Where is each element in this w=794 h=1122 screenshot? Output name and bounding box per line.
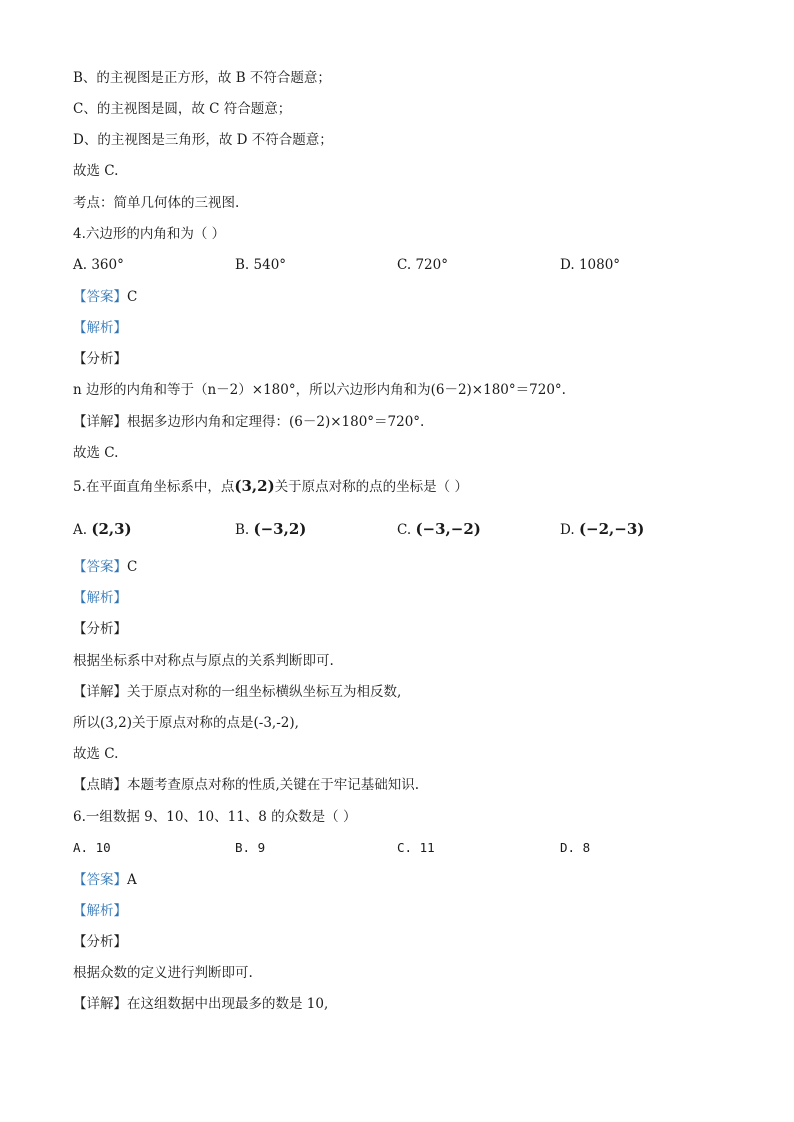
solution-choice: 故选 C. bbox=[73, 163, 119, 179]
q5-fenxi-tag: 【分析】 bbox=[73, 621, 127, 637]
q5-fenxi-text: 根据坐标系中对称点与原点的关系判断即可. bbox=[73, 653, 334, 669]
question-4: 4.六边形的内角和为（ ） bbox=[73, 226, 226, 242]
q5-option-d: D. (−2,−3) bbox=[560, 520, 645, 538]
q6-option-c: C. 11 bbox=[397, 840, 435, 855]
q4-option-d: D. 1080° bbox=[560, 257, 621, 273]
q6-answer: 【答案】A bbox=[73, 872, 137, 888]
q6-fenxi-tag: 【分析】 bbox=[73, 934, 127, 950]
q6-fenxi-text: 根据众数的定义进行判断即可. bbox=[73, 965, 253, 981]
q6-option-a: A. 10 bbox=[73, 840, 111, 855]
answer-tag: 【答案】 bbox=[73, 289, 127, 305]
q5-option-b: B. (−3,2) bbox=[235, 520, 307, 538]
q4-fenxi-text: n 边形的内角和等于（n－2）×180°，所以六边形内角和为(6－2)×180°＝720°. bbox=[73, 382, 566, 398]
q4-option-a: A. 360° bbox=[73, 257, 124, 273]
answer-tag: 【答案】 bbox=[73, 872, 127, 888]
q6-xiangjie: 【详解】在这组数据中出现最多的数是 10, bbox=[73, 996, 329, 1012]
q4-jiexi-tag: 【解析】 bbox=[73, 320, 127, 336]
q5-option-c: C. (−3,−2) bbox=[397, 520, 481, 538]
q4-conclusion: 故选 C. bbox=[73, 445, 119, 461]
q5-dianjing: 【点睛】本题考查原点对称的性质,关键在于牢记基础知识. bbox=[73, 777, 420, 793]
q4-option-b: B. 540° bbox=[235, 257, 287, 273]
question-6-options bbox=[73, 839, 733, 859]
q5-jiexi-tag: 【解析】 bbox=[73, 590, 127, 606]
question-4-options bbox=[73, 256, 733, 276]
answer-tag: 【答案】 bbox=[73, 559, 127, 575]
q4-xiangjie: 【详解】根据多边形内角和定理得：(6－2)×180°＝720°. bbox=[73, 414, 425, 430]
q6-jiexi-tag: 【解析】 bbox=[73, 903, 127, 919]
q5-answer: 【答案】C bbox=[73, 559, 138, 575]
question-5-options bbox=[73, 520, 733, 540]
q5-point: (3,2) bbox=[234, 477, 275, 495]
knowledge-point: 考点：简单几何体的三视图. bbox=[73, 195, 240, 211]
solution-line-d: D、的主视图是三角形，故 D 不符合题意； bbox=[73, 132, 333, 148]
solution-line-c: C、的主视图是圆，故 C 符合题意； bbox=[73, 101, 292, 117]
solution-line-b: B、的主视图是正方形，故 B 不符合题意； bbox=[73, 70, 331, 86]
q6-option-d: D. 8 bbox=[560, 840, 591, 855]
question-5: 5.在平面直角坐标系中，点(3,2)关于原点对称的点的坐标是（ ） bbox=[73, 477, 468, 495]
q4-fenxi-tag: 【分析】 bbox=[73, 351, 127, 367]
q5-xiangjie: 【详解】关于原点对称的一组坐标横纵坐标互为相反数, bbox=[73, 684, 402, 700]
q5-option-a: A. (2,3) bbox=[73, 520, 132, 538]
q4-option-c: C. 720° bbox=[397, 257, 448, 273]
q4-answer: 【答案】C bbox=[73, 289, 138, 305]
question-6: 6.一组数据 9、10、10、11、8 的众数是（ ） bbox=[73, 809, 357, 825]
q5-conclusion: 故选 C. bbox=[73, 746, 119, 762]
q5-reasoning: 所以(3,2)关于原点对称的点是(-3,-2), bbox=[73, 715, 299, 731]
q6-option-b: B. 9 bbox=[235, 840, 266, 855]
